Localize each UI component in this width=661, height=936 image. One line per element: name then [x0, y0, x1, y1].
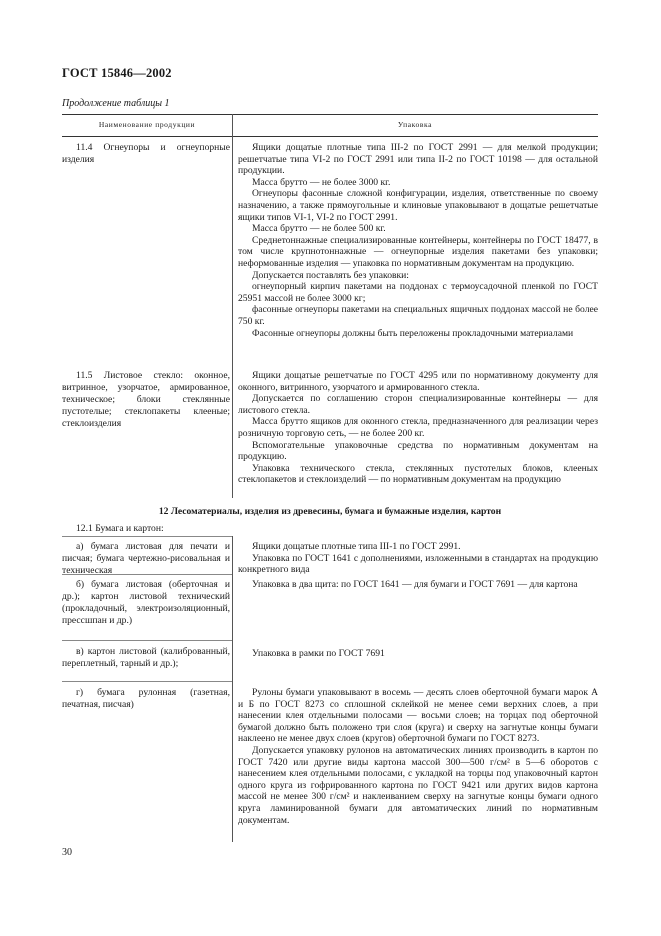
packaging-paragraph: Допускается упаковку рулонов на автоматических линиях производить в картон по ГОСТ 7420 или другие виды картона массой 300—500 г/см² в 5—6 оборотов с нанесением клея отдельными полосами, с укладкой на торцы под упаковочный картон одного круга из гофрированного картона по ГОСТ 9421 или других видов картона массой не менее 300 г/см² и наклеиванием сверху на загнутые концы бумаги одного круга ламинированной бумаги для автоматических линий по нормативным документам.: [238, 744, 598, 826]
row-a-packaging: [238, 541, 598, 576]
product-name: б) бумага листовая (оберточная и др.); картон листовой технический (прокладочный, электроизоляционный, прессшпан и др.): [62, 579, 230, 626]
packaging-paragraph: Ящики дощатые плотные типа III-2 по ГОСТ 2991 — для мелкой продукции; решетчатые типа VI-2 по ГОСТ 2991 или типа II-2 по ГОСТ 10198 — для остальной продукции.: [238, 142, 598, 177]
column-divider: [232, 536, 233, 842]
packaging-paragraph: фасонные огнеупоры пакетами на специальных ящичных поддонах массой не более 750 кг.: [238, 304, 598, 327]
row-g-name: [62, 687, 230, 711]
packaging-paragraph: Упаковка по ГОСТ 1641 с дополнениями, изложенными в стандартах на продукцию конкретного вида: [238, 552, 598, 576]
product-name: в) картон листовой (калиброванный, переплетный, тарный и др.);: [62, 646, 230, 669]
row-b-name: [62, 579, 230, 627]
row-11-4-name: [62, 142, 230, 166]
packaging-paragraph: Вспомогательные упаковочные средства по нормативным документам на продукцию.: [238, 439, 598, 463]
product-name: 11.5 Листовое стекло: оконное, витринное, узорчатое, армированное, техническое; блоки стеклянные пустотелые; стеклопакеты клееные; стеклоизделия: [62, 370, 230, 429]
table-continuation-label: Продолжение таблицы 1: [62, 98, 170, 109]
packaging-paragraph: Допускается по соглашению сторон специализированные контейнеры — для листового стекла.: [238, 393, 598, 416]
row-a-name: [62, 541, 230, 577]
packaging-paragraph: Ящики дощатые решетчатые по ГОСТ 4295 или по нормативному документу для оконного, витринного, узорчатого и армированного стекла.: [238, 370, 598, 393]
row-11-5-name: [62, 370, 230, 430]
table-header-rule: [62, 136, 598, 137]
packaging-paragraph: Ящики дощатые плотные типа III-1 по ГОСТ 2991.: [252, 541, 461, 552]
product-name: г) бумага рулонная (газетная, печатная, писчая): [62, 687, 230, 710]
packaging-paragraph: Допускается поставлять без упаковки:: [252, 269, 409, 281]
packaging-paragraph: огнеупорный кирпич пакетами на поддонах с термоусадочной пленкой по ГОСТ 25951 массой не более 3000 кг;: [238, 281, 598, 304]
packaging-paragraph: Упаковка в два щита: по ГОСТ 1641 — для бумаги и ГОСТ 7691 — для картона: [252, 579, 578, 590]
table-top-rule: [62, 114, 598, 115]
packaging-paragraph: Среднетоннажные специализированные контейнеры, контейнеры по ГОСТ 18477, в том числе крупнотоннажные — огнеупорные изделия пакетами без упаковки; неформованные изделия — упаковка по нормативным документам на продукцию.: [238, 234, 598, 269]
packaging-paragraph: Масса брутто ящиков для оконного стекла, предназначенного для реализации через розничную торговую сеть, — не более 200 кг.: [238, 416, 598, 439]
page-number: 30: [62, 847, 72, 858]
row-11-5-packaging: [238, 370, 598, 486]
row-b-packaging: [238, 579, 598, 591]
row-v-packaging: [238, 648, 598, 660]
subsection-12-1-title: [62, 523, 230, 535]
column-header-product: Наименование продукции: [98, 120, 196, 129]
packaging-paragraph: Огнеупоры фасонные сложной конфигурации, изделия, ответственные по своему назначению, а также прямоугольные и клиновые упаковывают в дощатые решетчатые ящики типов VI-1, VI-2 по ГОСТ 2991.: [238, 188, 598, 223]
packaging-paragraph: Упаковка технического стекла, стеклянных пустотелых блоков, клееных стеклопакетов и стеклоизделий — по нормативным документам на продукцию: [238, 462, 598, 486]
packaging-paragraph: Упаковка в рамки по ГОСТ 7691: [252, 648, 385, 659]
row-g-packaging: [238, 687, 598, 826]
packaging-paragraph: Масса брутто — не более 500 кг.: [252, 223, 386, 235]
row-separator: [62, 681, 232, 682]
product-name: а) бумага листовая для печати и писчая; бумага чертежно-рисовальная и техническая: [62, 541, 230, 576]
row-separator: [62, 536, 232, 537]
row-11-4-packaging: [238, 142, 598, 339]
subsection-label: 12.1 Бумага и картон:: [76, 523, 164, 534]
packaging-paragraph: Рулоны бумаги упаковывают в восемь — десять слоев оберточной бумаги марок А и Б по ГОСТ 8273 со сплошной склейкой не менее семи верхних слоев, а при нанесении клея отдельными полосами — восьми слоев; на торцах под оберточной бумагой должно быть положено три слоя (круга) и сверху на загнутые концы бумаги наклеено не менее двух слоев (кругов) оберточной бумаги по ГОСТ 8273.: [238, 687, 598, 745]
product-name: 11.4 Огнеупоры и огнеупорные изделия: [62, 142, 230, 165]
column-divider: [232, 136, 233, 498]
document-title: ГОСТ 15846—2002: [62, 66, 172, 80]
column-header-packaging: Упаковка: [397, 120, 433, 129]
row-separator: [62, 640, 232, 641]
row-v-name: [62, 646, 230, 670]
packaging-paragraph: Фасонные огнеупоры должны быть переложены прокладочными материалами: [252, 327, 574, 339]
packaging-paragraph: Масса брутто — не более 3000 кг.: [252, 176, 391, 188]
section-12-title: 12 Лесоматериалы, изделия из древесины, бумага и бумажные изделия, картон: [158, 506, 502, 517]
